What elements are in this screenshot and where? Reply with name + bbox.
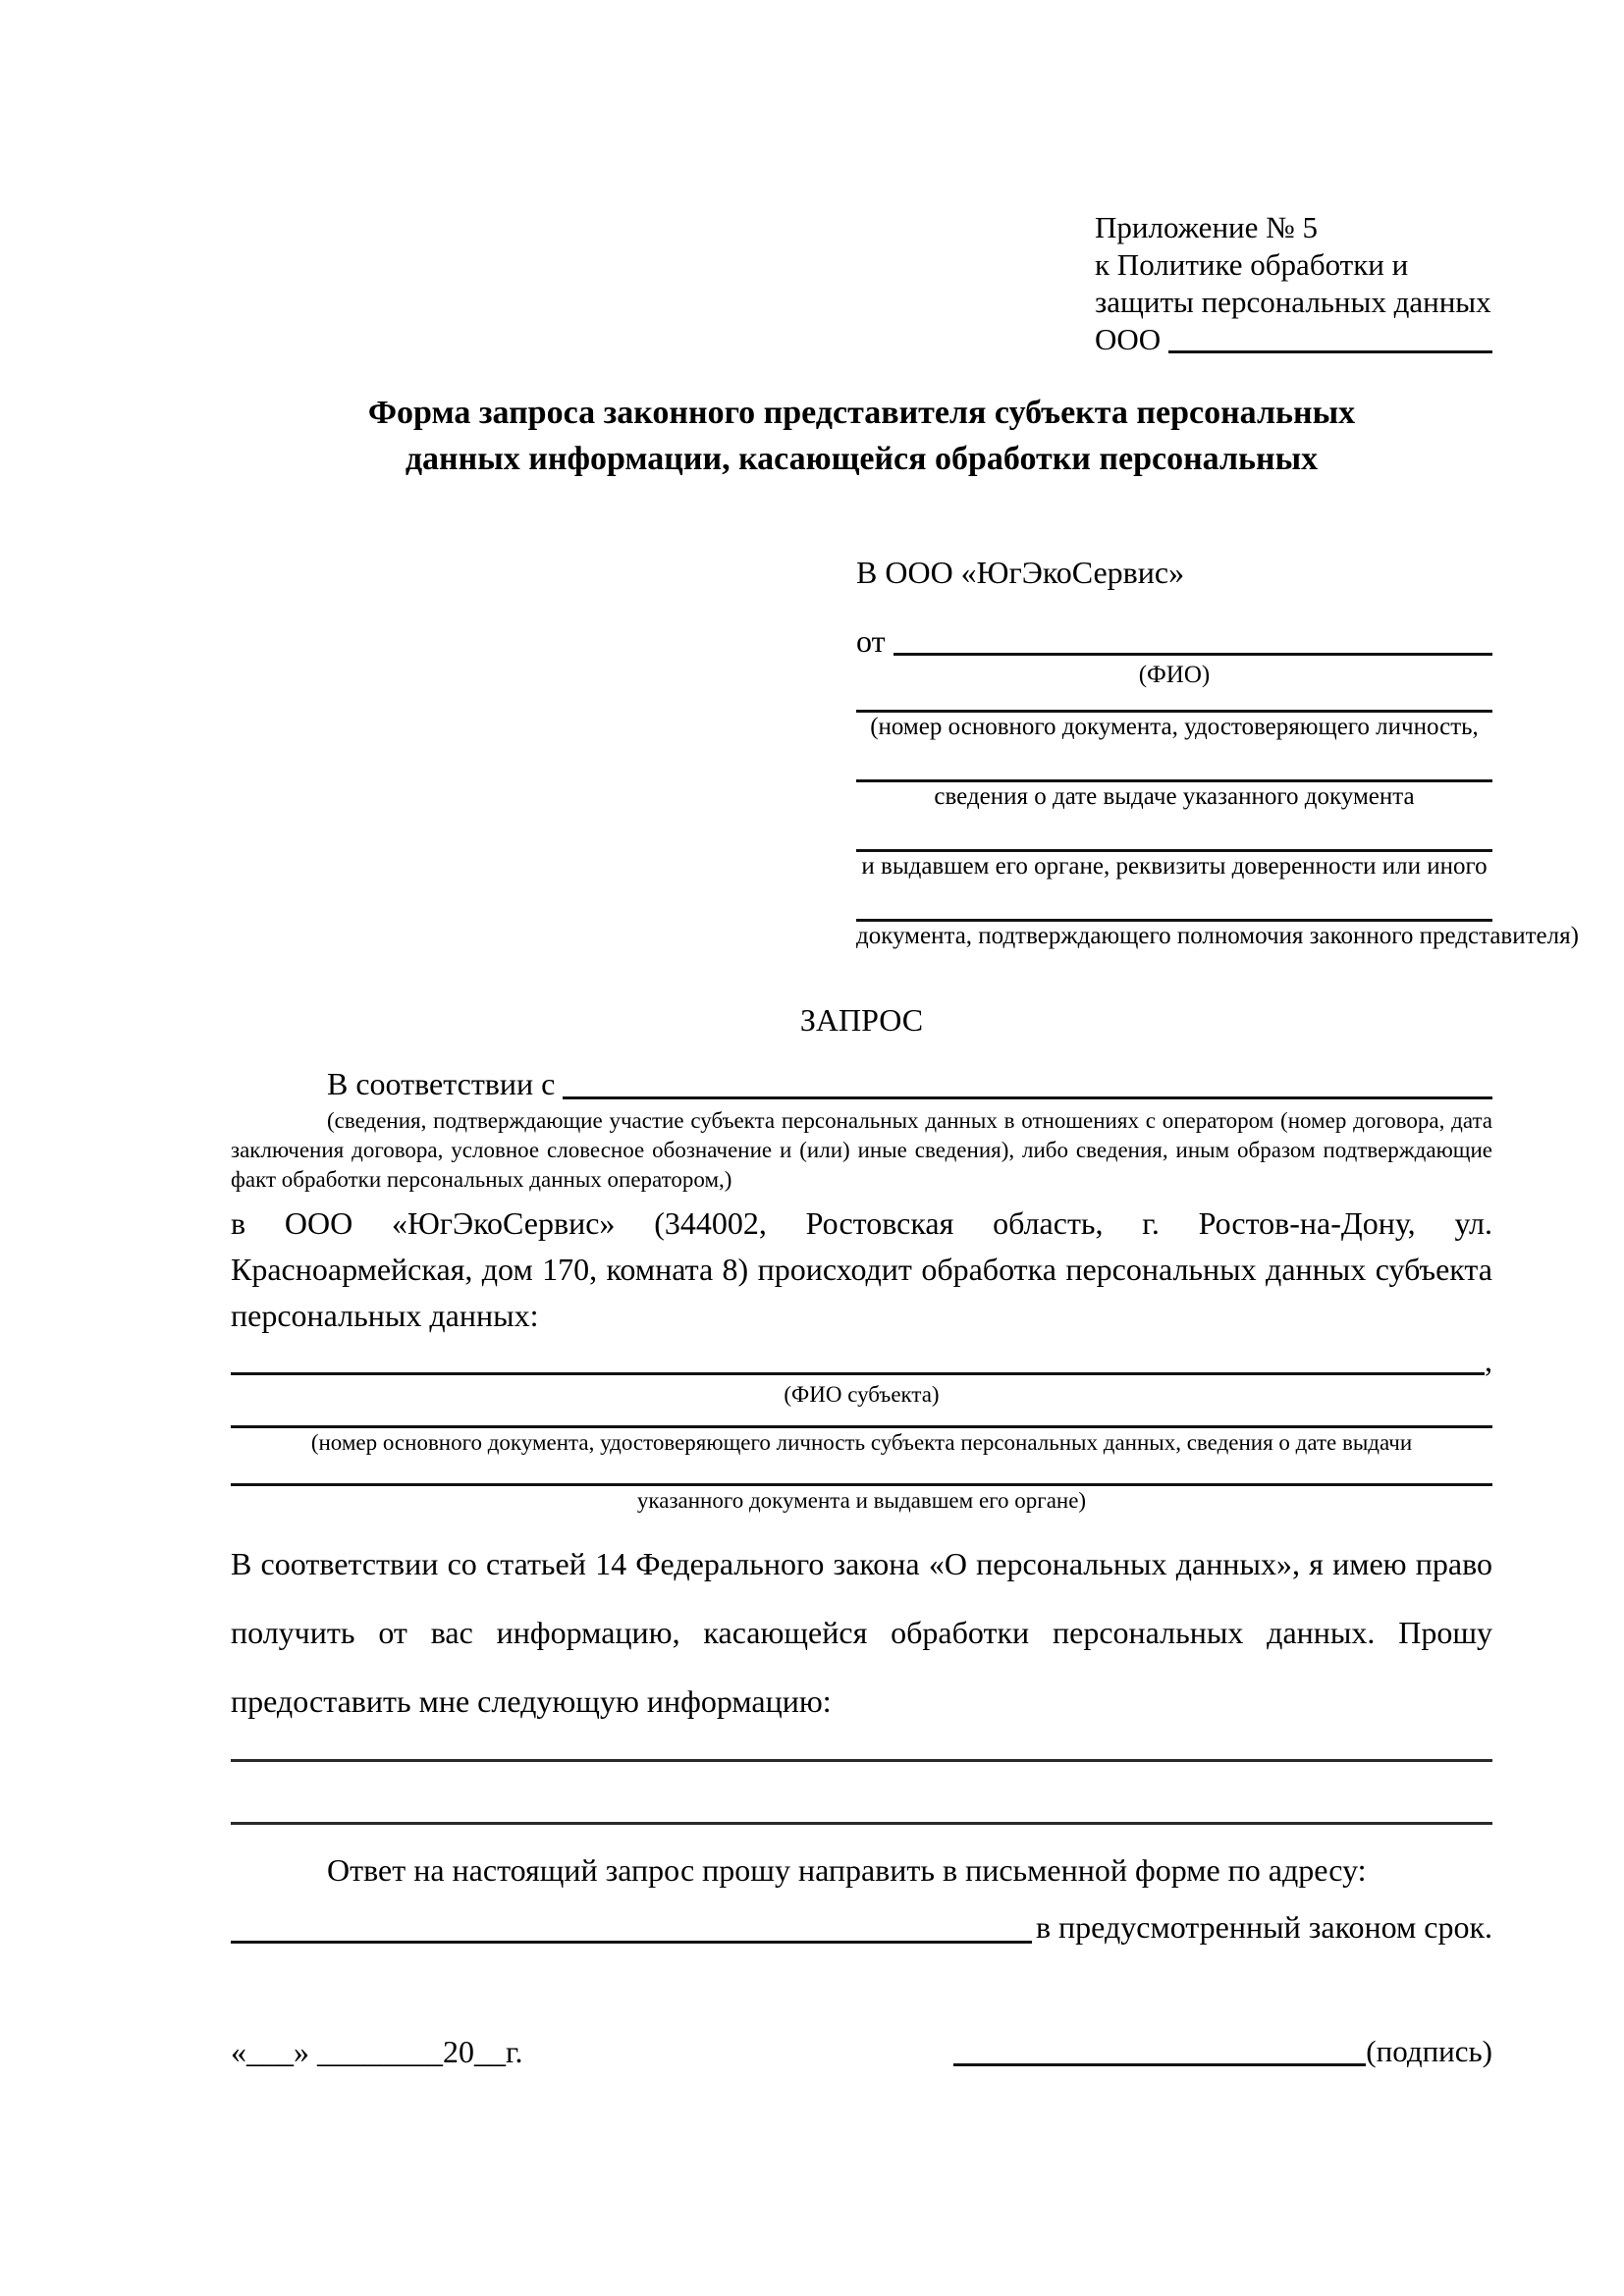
doc-blank-field xyxy=(856,742,1492,782)
signature-block xyxy=(953,2031,1492,2072)
ooo-label: ООО xyxy=(1095,322,1162,356)
according-blank-field xyxy=(563,1063,1492,1099)
doc-field-unit xyxy=(856,881,1579,951)
appendix-line: защиты персональных данных xyxy=(1095,285,1491,319)
ooo-blank-field xyxy=(1168,321,1492,353)
according-caption: (сведения, подтверждающие участие субъекта персональных данных в отношениях с оператором (номер договора, дата заключения договора, условное словесное обозначение и (или) иные сведения), либо сведения, иным образом подтверждающие факт обработки персональных данных оператором,) xyxy=(231,1108,1492,1192)
answer-tail: в предусмотренный законом срок. xyxy=(1035,1909,1492,1945)
address-blank-field xyxy=(231,1905,1032,1944)
form-title-line-2: данных информации, касающейся обработки персональных xyxy=(405,441,1319,477)
appendix-line: Приложение № 5 xyxy=(1095,210,1318,244)
doc-blank-field xyxy=(856,881,1492,922)
appendix-line: к Политике обработки и xyxy=(1095,247,1409,282)
according-label: В соответствии с xyxy=(327,1066,556,1101)
info-blank-line-1 xyxy=(231,1735,1492,1762)
doc-blank-field xyxy=(856,812,1492,852)
addressee-block xyxy=(856,553,1579,951)
form-title xyxy=(231,390,1492,482)
doc-caption: и выдавшем его органе, реквизиты доверенности или иного xyxy=(861,853,1488,880)
doc-caption: (номер основного документа, удостоверяющего личность, xyxy=(870,714,1479,740)
from-blank-field xyxy=(893,621,1492,656)
request-heading: ЗАПРОС xyxy=(799,1002,924,1038)
doc-caption: сведения о дате выдаче указанного документа xyxy=(934,783,1415,810)
subject-doc-caption-1: (номер основного документа, удостоверяющего личность субъекта персональных данных, сведения о дате выдачи xyxy=(310,1430,1413,1455)
doc-field-unit xyxy=(856,812,1492,881)
trailing-comma: , xyxy=(1485,1343,1492,1378)
fio-caption: (ФИО) xyxy=(1138,662,1211,688)
according-line xyxy=(231,1063,1492,1104)
ooo-blank-row xyxy=(1095,321,1492,358)
subject-fio-field xyxy=(231,1341,1485,1375)
signature-field xyxy=(953,2031,1366,2066)
operator-paragraph: в ООО «ЮгЭкоСервис» (344002, Ростовская область, г. Ростов-на-Дону, ул. Красноармейская, дом 170, комната 8) происходит обработка персональных данных субъекта персональных данных: xyxy=(231,1205,1492,1333)
appendix-block xyxy=(1095,209,1492,358)
addressee-to: В ООО «ЮгЭкоСервис» xyxy=(856,555,1185,590)
subject-fio-row xyxy=(231,1341,1492,1380)
subject-fio-caption: (ФИО субъекта) xyxy=(784,1382,940,1407)
from-label: от xyxy=(856,623,886,659)
answer-paragraph: Ответ на настоящий запрос прошу направить в письменной форме по адресу: xyxy=(327,1852,1367,1888)
doc-blank-field xyxy=(856,690,1492,713)
law-paragraph: В соответствии со статьей 14 Федерального закона «О персональных данных», я имею право получить от вас информацию, касающейся обработки персональных данных. Прошу предоставить мне следующую информацию: xyxy=(231,1546,1492,1719)
answer-address-row xyxy=(231,1905,1492,1949)
info-blank-line-2 xyxy=(231,1762,1492,1825)
subject-doc-caption-2: указанного документа и выдавшем его органе) xyxy=(636,1488,1087,1513)
subject-doc-field-1 xyxy=(231,1410,1492,1428)
subject-doc-field-2 xyxy=(231,1458,1492,1486)
doc-caption: документа, подтверждающего полномочия законного представителя) xyxy=(856,923,1579,949)
doc-field-unit xyxy=(856,690,1492,742)
doc-field-unit xyxy=(856,742,1492,812)
signature-caption: (подпись) xyxy=(1366,2034,1492,2068)
from-row xyxy=(856,621,1492,661)
footer-row xyxy=(231,2031,1492,2072)
form-title-line-1: Форма запроса законного представителя субъекта персональных xyxy=(367,395,1356,431)
date-line: «___» ________20__г. xyxy=(231,2034,523,2069)
